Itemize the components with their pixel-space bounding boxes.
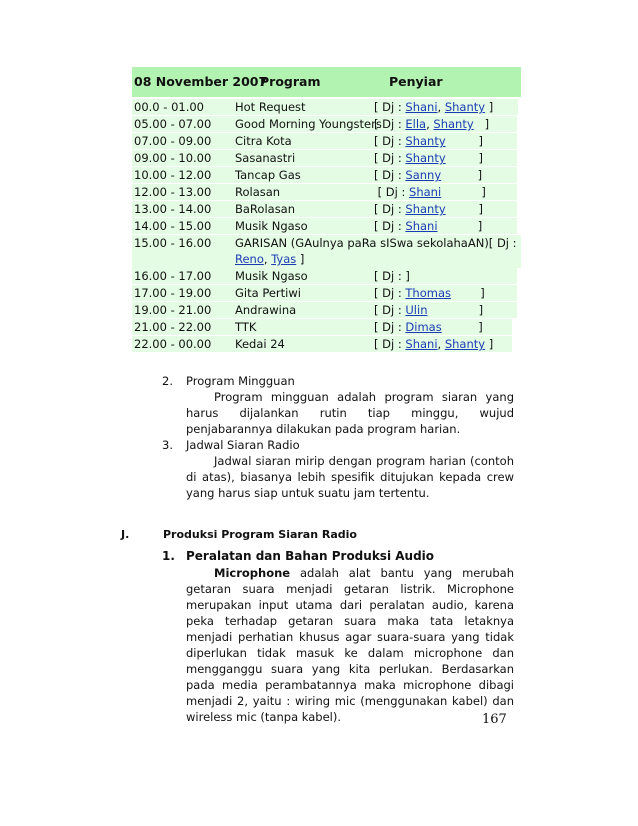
dj-link[interactable]: Shani <box>409 185 442 199</box>
schedule-row <box>132 116 517 132</box>
row-penyiar <box>374 99 493 115</box>
row-time: 22.00 - 00.00 <box>134 337 212 351</box>
row-penyiar <box>374 167 482 183</box>
row-penyiar <box>374 150 483 166</box>
dj-link[interactable]: Shanty <box>405 202 446 216</box>
row-program: Musik Ngaso <box>235 269 308 283</box>
row-penyiar <box>374 218 482 234</box>
row-program: Good Morning Youngsters <box>235 117 382 131</box>
row-program: Kedai 24 <box>235 337 285 351</box>
row-penyiar <box>374 133 483 149</box>
dj-close: ] <box>445 134 484 148</box>
dj-link[interactable]: Ulin <box>405 303 428 317</box>
row-program: Citra Kota <box>235 134 292 148</box>
row-program: Gita Pertiwi <box>235 286 301 300</box>
dj-link[interactable]: Dimas <box>405 320 442 334</box>
dj-link[interactable]: Shanty <box>444 337 486 351</box>
row-time: 15.00 - 16.00 <box>134 236 212 250</box>
row-penyiar <box>374 268 410 284</box>
dj-link[interactable]: Tyas <box>271 252 297 266</box>
dj-open: [ Dj : <box>374 134 406 148</box>
row-penyiar <box>374 319 483 335</box>
dj-link[interactable]: Thomas <box>405 286 451 300</box>
schedule-row <box>132 268 517 284</box>
dj-close: ] <box>445 151 484 165</box>
dj-close: ] <box>441 185 486 199</box>
row-penyiar <box>374 116 489 132</box>
dj-open: [ Dj : <box>374 219 406 233</box>
schedule-row <box>132 302 517 318</box>
schedule-row <box>132 133 517 149</box>
row-time: 14.00 - 15.00 <box>134 219 212 233</box>
schedule-row <box>132 218 517 234</box>
row-time: 19.00 - 21.00 <box>134 303 212 317</box>
dj-link[interactable]: Shani <box>405 337 438 351</box>
row-time: 10.00 - 12.00 <box>134 168 212 182</box>
schedule-row <box>132 235 521 268</box>
dj-open: [ Dj : <box>374 303 406 317</box>
dj-open: [ Dj : <box>374 185 410 199</box>
header-program: Program <box>260 74 321 89</box>
row-time: 09.00 - 10.00 <box>134 151 212 165</box>
section-j-letter: J. <box>121 528 130 541</box>
row-penyiar <box>374 184 486 200</box>
item-3-body-text: Jadwal siaran mirip dengan program harian (contoh di atas), biasanya lebih spesifik ditujukan kepada crew yang harus siap untuk suatu jam tertentu. <box>186 454 514 500</box>
dj-separator: , <box>437 337 445 351</box>
dj-open: [ Dj : <box>374 100 406 114</box>
item-2-body-text: Program mingguan adalah program siaran yang harus dijalankan rutin tiap minggu, wujud penjabarannya dilakukan pada program harian. <box>186 390 514 436</box>
microphone-term: Microphone <box>214 566 291 580</box>
row-penyiar <box>374 285 485 301</box>
row-time: 16.00 - 17.00 <box>134 269 212 283</box>
row-penyiar <box>374 302 483 318</box>
dj-close: ] <box>450 286 485 300</box>
row-time: 17.00 - 19.00 <box>134 286 212 300</box>
dj-link[interactable]: Shanty <box>444 100 486 114</box>
dj-close: ] <box>473 117 490 131</box>
row-time: 12.00 - 13.00 <box>134 185 212 199</box>
schedule-row <box>132 150 517 166</box>
schedule-row <box>132 285 517 301</box>
row-penyiar <box>374 336 493 352</box>
item-3-title: Jadwal Siaran Radio <box>186 438 300 452</box>
dj-link[interactable]: Reno <box>235 252 264 266</box>
dj-link[interactable]: Shanty <box>405 134 446 148</box>
schedule-row <box>132 319 512 335</box>
dj-close: ] <box>441 168 483 182</box>
microphone-body: adalah alat bantu yang merubah getaran suara menjadi getaran listrik. Microphone merupakan input utama dari peralatan audio, karena peka terhadap getaran suara maka tata letaknya menjadi perhatian khusus agar suara-suara yang tidak diperlukan tidak masuk ke dalam microphone dan mengganggu suara yang kita perlukan. Berdasarkan pada media perambatannya maka microphone dibagi menjadi 2, yaitu : wiring mic (menggunakan kabel) dan wireless mic (tanpa kabel). <box>186 566 514 724</box>
row-program: Tancap Gas <box>235 168 301 182</box>
dj-separator: , <box>426 117 434 131</box>
dj-open: [ Dj : <box>374 320 406 334</box>
schedule-header <box>132 67 521 97</box>
row-program: Musik Ngaso <box>235 219 308 233</box>
dj-close: ] <box>445 202 484 216</box>
row-time: 07.00 - 09.00 <box>134 134 212 148</box>
header-penyiar: Penyiar <box>389 74 443 89</box>
dj-open: [ Dj : <box>374 168 406 182</box>
row-program: Sasanastri <box>235 151 296 165</box>
dj-open: [ Dj : <box>374 202 406 216</box>
dj-link[interactable]: Shani <box>405 219 438 233</box>
dj-open: [ Dj : ] <box>374 269 410 283</box>
dj-link[interactable]: Sanny <box>405 168 442 182</box>
row-program: GARISAN (GAulnya paRa sISwa sekolahaAN)[ Dj : <box>235 236 517 250</box>
dj-open: [ Dj : <box>374 151 406 165</box>
dj-separator: , <box>263 252 272 266</box>
schedule-row <box>132 336 512 352</box>
item-2-number: 2. <box>162 374 173 388</box>
item-2-title: Program Mingguan <box>186 374 295 388</box>
dj-open: [ Dj : <box>374 337 406 351</box>
item-3-body <box>186 453 514 501</box>
dj-link[interactable]: Shanty <box>405 151 446 165</box>
row-program: TTK <box>235 320 257 334</box>
schedule-row <box>132 167 517 183</box>
schedule-row <box>132 99 518 115</box>
page-number: 167 <box>482 712 507 727</box>
header-date: 08 November 2007 <box>134 74 268 89</box>
row-program: Andrawina <box>235 303 297 317</box>
schedule-row <box>132 201 517 217</box>
row-program: Rolasan <box>235 185 281 199</box>
dj-close: ] <box>485 100 494 114</box>
row-program: BaRolasan <box>235 202 296 216</box>
row-program: Hot Request <box>235 100 306 114</box>
row-time: 21.00 - 22.00 <box>134 320 212 334</box>
row-penyiar <box>374 201 483 217</box>
dj-close: ] <box>485 337 494 351</box>
row-program-dj <box>235 235 517 267</box>
dj-link[interactable]: Ella <box>405 117 427 131</box>
item-2-body <box>186 389 514 437</box>
row-time: 05.00 - 07.00 <box>134 117 212 131</box>
sub-1-number: 1. <box>162 549 175 563</box>
row-time: 13.00 - 14.00 <box>134 202 212 216</box>
microphone-paragraph <box>186 565 514 725</box>
dj-close: ] <box>437 219 483 233</box>
dj-open: [ Dj : <box>374 117 406 131</box>
section-j-title: Produksi Program Siaran Radio <box>163 528 357 541</box>
sub-1-title: Peralatan dan Bahan Produksi Audio <box>186 549 435 563</box>
dj-link[interactable]: Shani <box>405 100 438 114</box>
dj-close: ] <box>296 252 305 266</box>
row-time: 00.0 - 01.00 <box>134 100 204 114</box>
schedule-row <box>132 184 517 200</box>
item-3-number: 3. <box>162 438 173 452</box>
dj-close: ] <box>427 303 484 317</box>
dj-separator: , <box>437 100 445 114</box>
dj-close: ] <box>441 320 483 334</box>
dj-open: [ Dj : <box>374 286 406 300</box>
dj-link[interactable]: Shanty <box>433 117 474 131</box>
